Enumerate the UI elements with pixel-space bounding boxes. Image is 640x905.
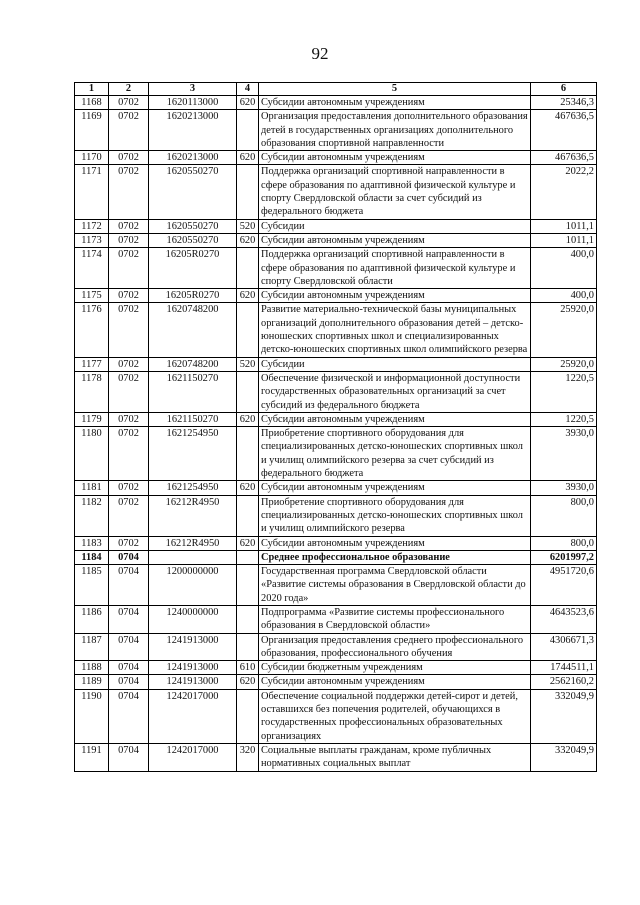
- cell-type: [237, 550, 259, 564]
- cell-section: 0702: [109, 219, 149, 233]
- cell-name: Субсидии автономным учреждениям: [259, 481, 531, 495]
- cell-n: 1178: [75, 371, 109, 412]
- cell-section: 0704: [109, 743, 149, 771]
- table-row: [75, 248, 597, 289]
- cell-amount: 467636,5: [531, 110, 597, 151]
- cell-n: 1179: [75, 412, 109, 426]
- cell-name: Субсидии: [259, 219, 531, 233]
- cell-section: 0702: [109, 96, 149, 110]
- cell-section: 0702: [109, 165, 149, 219]
- cell-section: 0702: [109, 151, 149, 165]
- cell-target: 1621254950: [149, 481, 237, 495]
- cell-name: Социальные выплаты гражданам, кроме публичных нормативных социальных выплат: [259, 743, 531, 771]
- cell-target: 1621254950: [149, 427, 237, 481]
- cell-n: 1181: [75, 481, 109, 495]
- cell-section: 0702: [109, 303, 149, 357]
- cell-n: 1186: [75, 605, 109, 633]
- table-row: [75, 550, 597, 564]
- cell-amount: 4643523,6: [531, 605, 597, 633]
- cell-name: Государственная программа Свердловской области «Развитие системы образования в Свердловской области до 2020 года»: [259, 565, 531, 606]
- cell-target: 1620213000: [149, 110, 237, 151]
- cell-name: Поддержка организаций спортивной направленности в сфере образования по адаптивной физической культуре и спорту Свердловской области за счет субсидий из федерального бюджета: [259, 165, 531, 219]
- cell-target: 1241913000: [149, 661, 237, 675]
- cell-n: 1191: [75, 743, 109, 771]
- cell-amount: 2022,2: [531, 165, 597, 219]
- table-row: [75, 233, 597, 247]
- table-row: [75, 661, 597, 675]
- page-number: 92: [311, 44, 329, 63]
- cell-target: 1621150270: [149, 412, 237, 426]
- cell-n: 1183: [75, 536, 109, 550]
- cell-amount: 3930,0: [531, 427, 597, 481]
- cell-type: [237, 165, 259, 219]
- cell-target: 1620550270: [149, 233, 237, 247]
- cell-name: Подпрограмма «Развитие системы профессионального образования в Свердловской области»: [259, 605, 531, 633]
- cell-target: 1240000000: [149, 605, 237, 633]
- cell-n: 1175: [75, 289, 109, 303]
- cell-n: 1168: [75, 96, 109, 110]
- table-row: [75, 219, 597, 233]
- cell-type: [237, 303, 259, 357]
- cell-amount: 1220,5: [531, 371, 597, 412]
- cell-amount: 800,0: [531, 495, 597, 536]
- table-row: [75, 412, 597, 426]
- cell-type: 520: [237, 357, 259, 371]
- table-row: [75, 605, 597, 633]
- cell-type: 620: [237, 96, 259, 110]
- cell-amount: 4951720,6: [531, 565, 597, 606]
- cell-section: 0704: [109, 565, 149, 606]
- cell-section: 0704: [109, 675, 149, 689]
- cell-target: 1620748200: [149, 303, 237, 357]
- cell-amount: 467636,5: [531, 151, 597, 165]
- cell-type: [237, 633, 259, 661]
- table-row: [75, 165, 597, 219]
- cell-section: 0702: [109, 481, 149, 495]
- cell-target: 1620550270: [149, 165, 237, 219]
- cell-target: 1241913000: [149, 675, 237, 689]
- cell-amount: 800,0: [531, 536, 597, 550]
- cell-section: 0702: [109, 248, 149, 289]
- cell-type: 620: [237, 481, 259, 495]
- cell-type: [237, 248, 259, 289]
- table-row: [75, 565, 597, 606]
- cell-name: Субсидии автономным учреждениям: [259, 675, 531, 689]
- cell-section: 0702: [109, 536, 149, 550]
- cell-type: 620: [237, 536, 259, 550]
- cell-amount: 3930,0: [531, 481, 597, 495]
- cell-section: 0702: [109, 357, 149, 371]
- column-header: 6: [531, 83, 597, 96]
- cell-name: Субсидии автономным учреждениям: [259, 412, 531, 426]
- cell-name: Организация предоставления среднего профессионального образования, профессионального обучения: [259, 633, 531, 661]
- cell-name: Субсидии: [259, 357, 531, 371]
- cell-section: 0704: [109, 633, 149, 661]
- table-row: [75, 427, 597, 481]
- cell-type: [237, 427, 259, 481]
- cell-section: 0702: [109, 412, 149, 426]
- cell-target: 1242017000: [149, 743, 237, 771]
- cell-type: 610: [237, 661, 259, 675]
- cell-amount: 6201997,2: [531, 550, 597, 564]
- table-row: [75, 289, 597, 303]
- cell-name: Приобретение спортивного оборудования для специализированных детско-юношеских спортивных школ и училищ олимпийского резерва: [259, 495, 531, 536]
- table-row: [75, 96, 597, 110]
- cell-type: [237, 110, 259, 151]
- cell-name: Субсидии автономным учреждениям: [259, 289, 531, 303]
- cell-name: Организация предоставления дополнительного образования детей в государственных организациях дополнительного образования спортивной направленности: [259, 110, 531, 151]
- cell-amount: 4306671,3: [531, 633, 597, 661]
- table-row: [75, 371, 597, 412]
- cell-amount: 25920,0: [531, 303, 597, 357]
- cell-name: Субсидии автономным учреждениям: [259, 96, 531, 110]
- cell-type: 320: [237, 743, 259, 771]
- table-row: [75, 689, 597, 743]
- cell-name: Развитие материально-технической базы муниципальных организаций дополнительного образования детей – детско-юношеских спортивных школ и специализированных детско-юношеских спортивных школ олимпийского резерва: [259, 303, 531, 357]
- cell-target: 16205R0270: [149, 248, 237, 289]
- cell-target: 1621150270: [149, 371, 237, 412]
- cell-type: 620: [237, 412, 259, 426]
- cell-section: 0702: [109, 427, 149, 481]
- cell-type: [237, 689, 259, 743]
- cell-amount: 1744511,1: [531, 661, 597, 675]
- header-row: [75, 83, 597, 96]
- cell-target: 1620213000: [149, 151, 237, 165]
- cell-target: 16205R0270: [149, 289, 237, 303]
- cell-target: 1241913000: [149, 633, 237, 661]
- cell-type: 620: [237, 675, 259, 689]
- table-row: [75, 495, 597, 536]
- cell-name: Субсидии автономным учреждениям: [259, 233, 531, 247]
- cell-target: [149, 550, 237, 564]
- cell-type: 620: [237, 289, 259, 303]
- cell-target: 1620748200: [149, 357, 237, 371]
- cell-n: 1170: [75, 151, 109, 165]
- cell-amount: 25920,0: [531, 357, 597, 371]
- column-header: 1: [75, 83, 109, 96]
- cell-amount: 2562160,2: [531, 675, 597, 689]
- cell-amount: 332049,9: [531, 689, 597, 743]
- table-row: [75, 536, 597, 550]
- cell-section: 0704: [109, 689, 149, 743]
- cell-amount: 1011,1: [531, 233, 597, 247]
- cell-name: Приобретение спортивного оборудования для специализированных детско-юношеских спортивных школ и училищ олимпийского резерва за счет субсидий из федерального бюджета: [259, 427, 531, 481]
- cell-n: 1189: [75, 675, 109, 689]
- cell-n: 1184: [75, 550, 109, 564]
- cell-target: 16212R4950: [149, 536, 237, 550]
- cell-type: 620: [237, 151, 259, 165]
- cell-section: 0704: [109, 661, 149, 675]
- cell-n: 1182: [75, 495, 109, 536]
- cell-section: 0702: [109, 289, 149, 303]
- cell-section: 0702: [109, 233, 149, 247]
- cell-amount: 400,0: [531, 289, 597, 303]
- cell-amount: 25346,3: [531, 96, 597, 110]
- cell-type: 520: [237, 219, 259, 233]
- cell-name: Среднее профессиональное образование: [259, 550, 531, 564]
- table-row: [75, 481, 597, 495]
- cell-n: 1187: [75, 633, 109, 661]
- cell-n: 1180: [75, 427, 109, 481]
- cell-target: 1620113000: [149, 96, 237, 110]
- cell-n: 1172: [75, 219, 109, 233]
- cell-n: 1176: [75, 303, 109, 357]
- cell-target: 1620550270: [149, 219, 237, 233]
- table-body: [75, 96, 597, 772]
- cell-n: 1169: [75, 110, 109, 151]
- column-header: 2: [109, 83, 149, 96]
- cell-section: 0704: [109, 550, 149, 564]
- table-row: [75, 743, 597, 771]
- cell-target: 1242017000: [149, 689, 237, 743]
- cell-name: Субсидии автономным учреждениям: [259, 151, 531, 165]
- cell-n: 1171: [75, 165, 109, 219]
- table-row: [75, 151, 597, 165]
- cell-type: [237, 495, 259, 536]
- column-header: 5: [259, 83, 531, 96]
- cell-target: 1200000000: [149, 565, 237, 606]
- cell-name: Обеспечение физической и информационной доступности государственных образовательных организаций за счет субсидий из федерального бюджета: [259, 371, 531, 412]
- cell-type: [237, 605, 259, 633]
- cell-type: [237, 565, 259, 606]
- cell-target: 16212R4950: [149, 495, 237, 536]
- column-header: 4: [237, 83, 259, 96]
- table-row: [75, 110, 597, 151]
- cell-section: 0702: [109, 110, 149, 151]
- cell-n: 1188: [75, 661, 109, 675]
- cell-n: 1190: [75, 689, 109, 743]
- cell-section: 0704: [109, 605, 149, 633]
- cell-n: 1185: [75, 565, 109, 606]
- cell-amount: 1011,1: [531, 219, 597, 233]
- table-row: [75, 303, 597, 357]
- cell-name: Поддержка организаций спортивной направленности в сфере образования по адаптивной физической культуре и спорту Свердловской области: [259, 248, 531, 289]
- cell-name: Субсидии автономным учреждениям: [259, 536, 531, 550]
- table-row: [75, 675, 597, 689]
- cell-type: [237, 371, 259, 412]
- cell-type: 620: [237, 233, 259, 247]
- cell-n: 1177: [75, 357, 109, 371]
- cell-amount: 332049,9: [531, 743, 597, 771]
- cell-name: Субсидии бюджетным учреждениям: [259, 661, 531, 675]
- cell-amount: 1220,5: [531, 412, 597, 426]
- cell-section: 0702: [109, 371, 149, 412]
- table-row: [75, 357, 597, 371]
- column-header: 3: [149, 83, 237, 96]
- table-row: [75, 633, 597, 661]
- cell-section: 0702: [109, 495, 149, 536]
- cell-name: Обеспечение социальной поддержки детей-сирот и детей, оставшихся без попечения родителей, обучающихся в государственных профессиональных образовательных организациях: [259, 689, 531, 743]
- cell-n: 1174: [75, 248, 109, 289]
- budget-table: [74, 82, 597, 772]
- cell-amount: 400,0: [531, 248, 597, 289]
- cell-n: 1173: [75, 233, 109, 247]
